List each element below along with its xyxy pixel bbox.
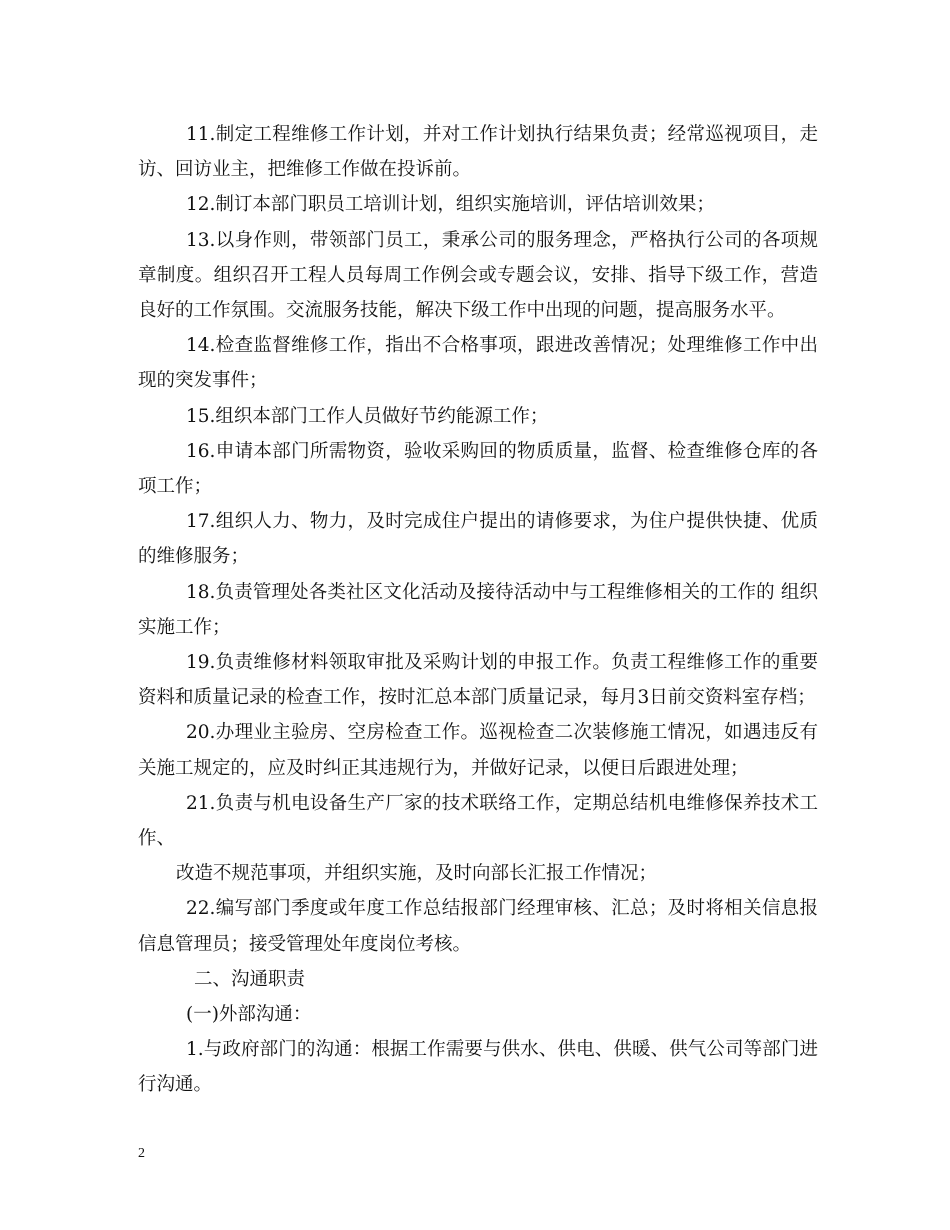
duty-item-21-continuation: 改造不规范事项，并组织实施，及时向部长汇报工作情况； [176,863,658,885]
duty-item-21: 21.负责与机电设备生产厂家的技术联络工作，定期总结机电维修保养技术工作、 [138,792,818,850]
duty-item-15: 15.组织本部门工作人员做好节约能源工作； [186,405,549,427]
page-number: 2 [138,1146,145,1161]
duty-item-22: 22.编写部门季度或年度工作总结报部门经理审核、汇总；及时将相关信息报信息管理员；接受管理处年度岗位考核。 [138,898,818,955]
duty-item-11: 11.制定工程维修工作计划，并对工作计划执行结果负责；经常巡视项目，走访、回访业主，把维修工作做在投诉前。 [138,124,818,181]
duty-item-18: 18.负责管理处各类社区文化活动及接待活动中与工程维修相关的工作的 组织实施工作； [138,581,818,638]
duty-item-17: 17.组织人力、物力，及时完成住户提出的请修要求，为住户提供快捷、优质的维修服务； [138,511,818,568]
duty-item-12: 12.制订本部门职员工培训计划，组织实施培训，评估培训效果； [186,194,715,216]
duty-item-16: 16.申请本部门所需物资，验收采购回的物质质量，监督、检查维修仓库的各项工作； [138,440,818,498]
document-body [138,117,818,1103]
section-heading-communication: 二、沟通职责 [194,968,306,990]
duty-item-19: 19.负责维修材料领取审批及采购计划的申报工作。负责工程维修工作的重要资料和质量记录的检查工作，按时汇总本部门质量记录，每月3日前交资料室存档； [138,652,818,709]
duty-item-13: 13.以身作则，带领部门员工，秉承公司的服务理念，严格执行公司的各项规章制度。组织召开工程人员每周工作例会或专题会议，安排、指导下级工作，营造良好的工作氛围。交流服务技能，解决下级工作中出现的问题，提高服务水平。 [138,229,818,322]
subsection-heading-external: (一)外部沟通： [186,1004,312,1026]
duty-item-14: 14.检查监督维修工作，指出不合格事项，跟进改善情况；处理维修工作中出现的突发事件； [138,335,818,392]
duty-item-20: 20.办理业主验房、空房检查工作。巡视检查二次装修施工情况，如遇违反有关施工规定的，应及时纠正其违规行为，并做好记录，以便日后跟进处理； [138,722,818,779]
communication-item-1: 1.与政府部门的沟通：根据工作需要与供水、供电、供暖、供气公司等部门进行沟通。 [138,1039,818,1096]
